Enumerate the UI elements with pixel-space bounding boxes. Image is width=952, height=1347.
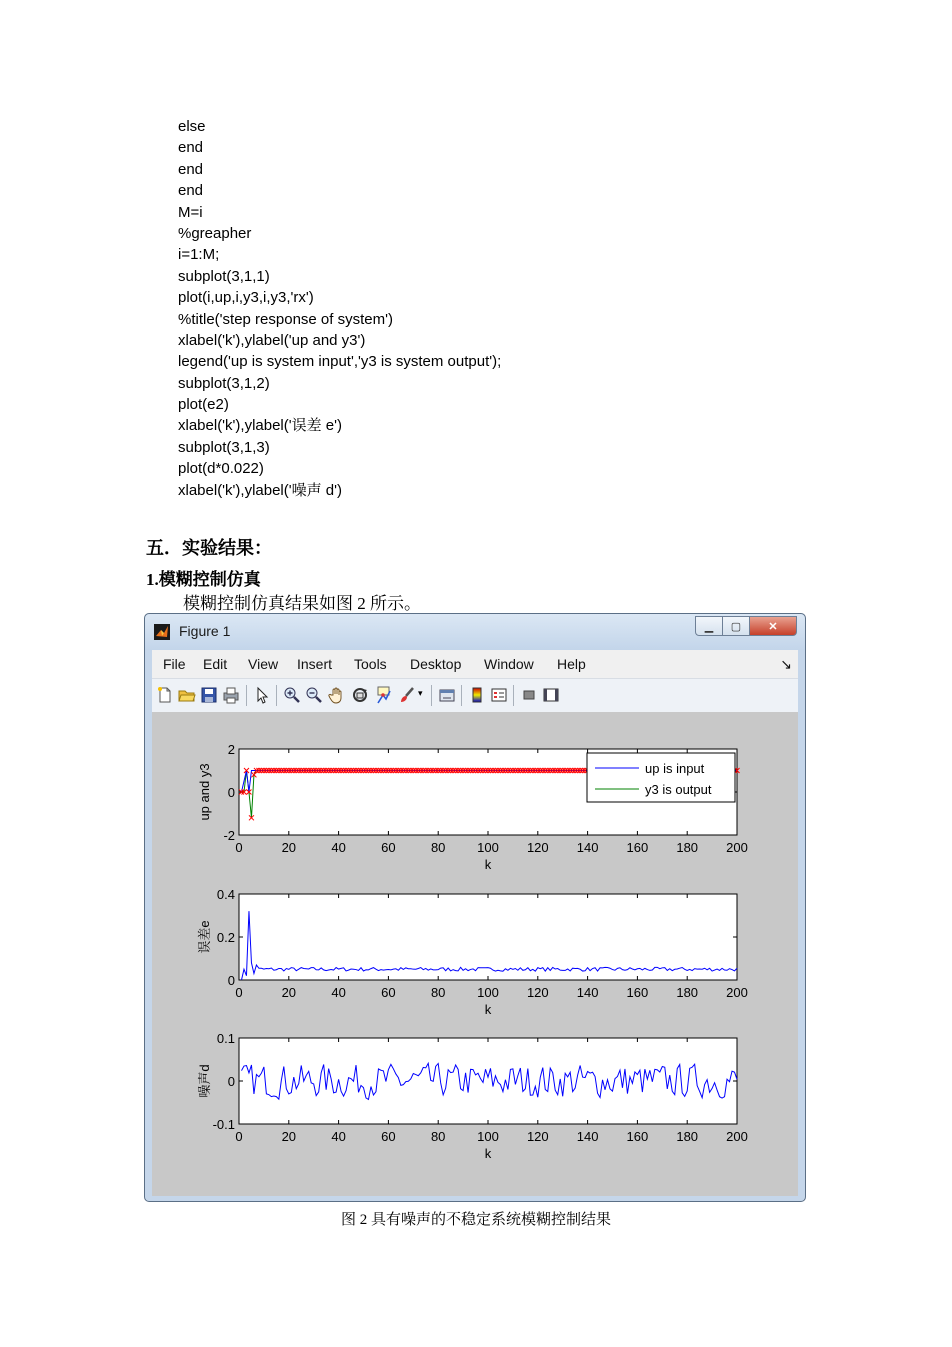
edit-plot-arrow-icon[interactable] (253, 686, 271, 704)
y-axis-label: up and y3 (197, 763, 212, 821)
menu-insert[interactable]: Insert (297, 656, 333, 672)
x-tick-label: 40 (331, 1129, 346, 1144)
menu-view[interactable]: View (248, 656, 279, 672)
x-tick-label: 20 (281, 1129, 297, 1144)
pan-hand-icon[interactable] (328, 686, 346, 704)
menu-file[interactable]: File (163, 656, 186, 672)
section-heading: 五．实验结果： (146, 538, 272, 558)
y-axis-label: 误差e (197, 920, 212, 954)
code-line: plot(i,up,i,y3,i,y3,'rx') (178, 289, 314, 307)
window-title: Figure 1 (179, 623, 231, 639)
x-tick-label: 100 (477, 985, 499, 1000)
toolbar-separator (431, 685, 432, 706)
title-bar[interactable] (145, 614, 805, 650)
menu-window[interactable]: Window (484, 656, 534, 672)
plot-area (152, 712, 798, 1196)
x-tick-label: 40 (331, 840, 346, 855)
x-axis-label: k (484, 1002, 492, 1017)
code-line: %title('step response of system') (178, 310, 393, 328)
x-tick-label: 100 (477, 1129, 499, 1144)
menu-desktop[interactable]: Desktop (410, 656, 462, 672)
maximize-button[interactable] (722, 616, 750, 636)
x-tick-label: 120 (526, 1129, 549, 1144)
brush-dropdown-icon[interactable]: ▾ (418, 688, 423, 698)
y-tick-label: 0 (227, 973, 235, 988)
code-line: M=i (178, 203, 203, 221)
figure-window (144, 613, 806, 1202)
y-tick-label: 0 (227, 785, 235, 800)
code-line: plot(e2) (178, 396, 229, 414)
link-plot-icon[interactable] (438, 686, 456, 704)
menu-help[interactable]: Help (557, 656, 586, 672)
x-tick-label: 120 (526, 985, 549, 1000)
code-line: %greapher (178, 224, 252, 242)
figure-axes[interactable] (152, 712, 798, 1196)
x-tick-label: 180 (676, 985, 699, 1000)
code-listing (178, 116, 501, 501)
x-tick-label: 20 (281, 840, 297, 855)
x-tick-label: 180 (676, 840, 699, 855)
x-tick-label: 120 (526, 840, 549, 855)
y-tick-label: -2 (223, 828, 235, 843)
x-tick-label: 100 (477, 840, 499, 855)
menu-tools[interactable]: Tools (354, 656, 387, 672)
code-line: subplot(3,1,2) (178, 374, 270, 392)
x-tick-label: 140 (576, 1129, 599, 1144)
x-tick-label: 60 (381, 1129, 396, 1144)
legend-icon[interactable] (490, 686, 508, 704)
colorbar-icon[interactable] (468, 686, 486, 704)
x-tick-label: 80 (430, 985, 446, 1000)
menu-bar (152, 650, 798, 678)
zoom-in-icon[interactable] (283, 686, 301, 704)
x-tick-label: 60 (381, 985, 396, 1000)
toolbar-separator (246, 685, 247, 706)
x-axis-label: k (484, 857, 492, 872)
x-tick-label: 80 (430, 840, 446, 855)
hide-plot-tools-icon[interactable] (520, 686, 538, 704)
code-line: subplot(3,1,3) (178, 438, 270, 456)
show-plot-tools-icon[interactable] (542, 686, 560, 704)
x-tick-label: 160 (626, 840, 649, 855)
code-line: plot(d*0.022) (178, 460, 264, 478)
axes-background (239, 1038, 737, 1124)
y-tick-label: 0.1 (216, 1031, 235, 1046)
maximize-icon: ▢ (730, 620, 742, 633)
x-tick-label: 200 (726, 840, 748, 855)
code-line: else (178, 118, 206, 135)
x-tick-label: 0 (235, 985, 243, 1000)
toolbar (152, 678, 798, 713)
print-icon[interactable] (222, 686, 240, 704)
menu-overflow-icon[interactable]: ↘ (780, 656, 792, 672)
minimize-icon: ▁ (704, 620, 714, 633)
code-line: end (178, 139, 204, 157)
matlab-logo-icon (154, 624, 170, 640)
y-tick-label: 2 (227, 742, 235, 757)
subsection-heading: 1.模糊控制仿真 (146, 570, 261, 589)
x-tick-label: 200 (726, 985, 748, 1000)
x-tick-label: 160 (626, 985, 649, 1000)
toolbar-separator (513, 685, 514, 706)
x-tick-label: 60 (381, 840, 396, 855)
code-line: xlabel('k'),ylabel('误差 e') (178, 417, 342, 435)
x-tick-label: 40 (331, 985, 346, 1000)
code-line: end (178, 182, 204, 200)
code-line: xlabel('k'),ylabel('up and y3') (178, 331, 366, 349)
close-button[interactable] (749, 616, 797, 636)
code-line: legend('up is system input','y3 is system output'); (178, 353, 502, 371)
menu-edit[interactable]: Edit (203, 656, 228, 672)
code-line: xlabel('k'),ylabel('噪声 d') (178, 481, 342, 499)
axes-background (239, 894, 737, 980)
code-line: end (178, 160, 204, 178)
x-tick-label: 140 (576, 840, 599, 855)
paragraph: 模糊控制仿真结果如图 2 所示。 (183, 594, 421, 613)
x-tick-label: 180 (676, 1129, 699, 1144)
code-line: i=1:M; (178, 246, 220, 264)
code-line: subplot(3,1,1) (178, 267, 270, 285)
x-tick-label: 80 (430, 1129, 446, 1144)
x-tick-label: 200 (726, 1129, 748, 1144)
y-tick-label: 0.4 (216, 887, 235, 902)
x-axis-label: k (484, 1146, 492, 1161)
toolbar-separator (276, 685, 277, 706)
x-tick-label: 20 (281, 985, 297, 1000)
x-tick-label: 160 (626, 1129, 649, 1144)
close-icon: ✕ (768, 620, 778, 633)
rotate-3d-icon[interactable] (351, 686, 369, 704)
x-tick-label: 0 (235, 1129, 243, 1144)
figure-caption: 图 2 具有噪声的不稳定系统模糊控制结果 (340, 1212, 611, 1228)
minimize-button[interactable] (695, 616, 723, 636)
y-tick-label: 0 (227, 1074, 235, 1089)
x-tick-label: 0 (235, 840, 243, 855)
new-figure-icon[interactable] (156, 686, 174, 704)
toolbar-separator (461, 685, 462, 706)
zoom-out-icon[interactable] (305, 686, 323, 704)
data-cursor-icon[interactable] (374, 686, 392, 704)
y-axis-label: 噪声d (197, 1064, 212, 1098)
y-tick-label: -0.1 (212, 1117, 235, 1132)
save-icon[interactable] (200, 686, 218, 704)
brush-icon[interactable] (398, 686, 416, 704)
legend-entry: up is input (645, 761, 705, 776)
legend-entry: y3 is output (645, 782, 712, 797)
y-tick-label: 0.2 (216, 930, 235, 945)
x-tick-label: 140 (576, 985, 599, 1000)
open-file-icon[interactable] (178, 686, 196, 704)
